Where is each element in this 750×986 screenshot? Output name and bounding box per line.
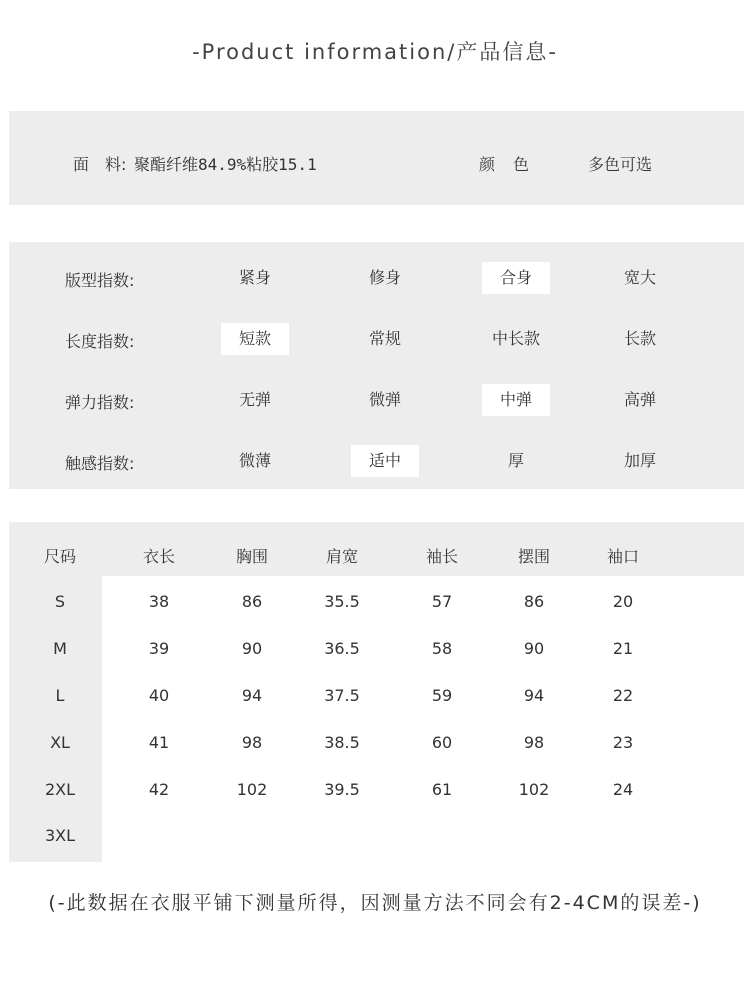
table-cell: 38.5 — [324, 733, 360, 752]
index-option: 修身 — [368, 268, 401, 287]
table-cell: 61 — [431, 780, 453, 799]
table-header-cell: 尺码 — [43, 547, 76, 566]
index-option: 微弹 — [368, 390, 401, 409]
size-label: 2XL — [44, 780, 76, 799]
size-label: L — [55, 686, 65, 705]
index-label: 弹力指数: — [65, 393, 135, 412]
fabric-section — [9, 111, 744, 205]
index-option: 宽大 — [623, 268, 656, 287]
index-option-selected: 短款 — [221, 323, 289, 355]
table-cell: 94 — [241, 686, 263, 705]
index-row — [9, 323, 744, 355]
index-row — [9, 262, 744, 294]
page-title: -Product information/产品信息- — [192, 40, 558, 64]
table-header-cell: 袖口 — [606, 547, 639, 566]
index-option-selected: 适中 — [351, 445, 419, 477]
table-cell: 41 — [148, 733, 170, 752]
measurement-note: (-此数据在衣服平铺下测量所得，因测量方法不同会有2-4CM的误差-) — [48, 892, 702, 914]
index-option: 中长款 — [491, 329, 540, 348]
index-section — [9, 242, 744, 489]
fabric-label: 面 料: — [73, 155, 127, 174]
table-cell: 40 — [148, 686, 170, 705]
index-option: 微薄 — [238, 451, 271, 470]
size-column — [9, 576, 102, 862]
index-row — [9, 384, 744, 416]
index-option: 无弹 — [238, 390, 271, 409]
index-row — [9, 445, 744, 477]
table-cell: 23 — [612, 733, 634, 752]
index-label: 触感指数: — [65, 454, 135, 473]
table-cell: 90 — [241, 639, 263, 658]
index-label: 长度指数: — [65, 332, 135, 351]
table-cell: 38 — [148, 592, 170, 611]
table-cell: 42 — [148, 780, 170, 799]
color-label: 颜色 — [479, 155, 548, 174]
table-cell: 94 — [523, 686, 545, 705]
table-cell: 24 — [612, 780, 634, 799]
index-label: 版型指数: — [65, 271, 135, 290]
table-header-cell: 摆围 — [517, 547, 550, 566]
table-cell: 90 — [523, 639, 545, 658]
table-header-cell: 衣长 — [142, 547, 175, 566]
table-cell: 102 — [518, 780, 550, 799]
table-cell: 35.5 — [324, 592, 360, 611]
table-cell: 59 — [431, 686, 453, 705]
table-cell: 21 — [612, 639, 634, 658]
index-option: 紧身 — [238, 268, 271, 287]
table-cell: 98 — [241, 733, 263, 752]
table-header-cell: 袖长 — [425, 547, 458, 566]
index-option: 常规 — [368, 329, 401, 348]
table-cell: 98 — [523, 733, 545, 752]
table-cell: 102 — [236, 780, 268, 799]
table-cell: 39 — [148, 639, 170, 658]
table-cell: 20 — [612, 592, 634, 611]
index-option: 加厚 — [623, 451, 656, 470]
table-cell: 60 — [431, 733, 453, 752]
index-option-selected: 中弹 — [482, 384, 550, 416]
table-cell: 22 — [612, 686, 634, 705]
table-cell: 36.5 — [324, 639, 360, 658]
table-cell: 86 — [241, 592, 263, 611]
table-cell: 39.5 — [324, 780, 360, 799]
fabric-value: 聚酯纤维84.9%粘胶15.1 — [134, 155, 317, 174]
index-option: 厚 — [507, 451, 524, 470]
table-cell: 58 — [431, 639, 453, 658]
table-cell: 57 — [431, 592, 453, 611]
table-cell: 37.5 — [324, 686, 360, 705]
table-header-cell: 胸围 — [235, 547, 268, 566]
index-option-selected: 合身 — [482, 262, 550, 294]
table-cell: 86 — [523, 592, 545, 611]
size-label: M — [53, 639, 67, 658]
index-option: 长款 — [623, 329, 656, 348]
size-label: 3XL — [44, 826, 76, 845]
color-value: 多色可选 — [588, 155, 653, 174]
index-option: 高弹 — [623, 390, 656, 409]
size-label: XL — [50, 733, 70, 752]
size-label: S — [54, 592, 66, 611]
table-header-cell: 肩宽 — [325, 547, 358, 566]
